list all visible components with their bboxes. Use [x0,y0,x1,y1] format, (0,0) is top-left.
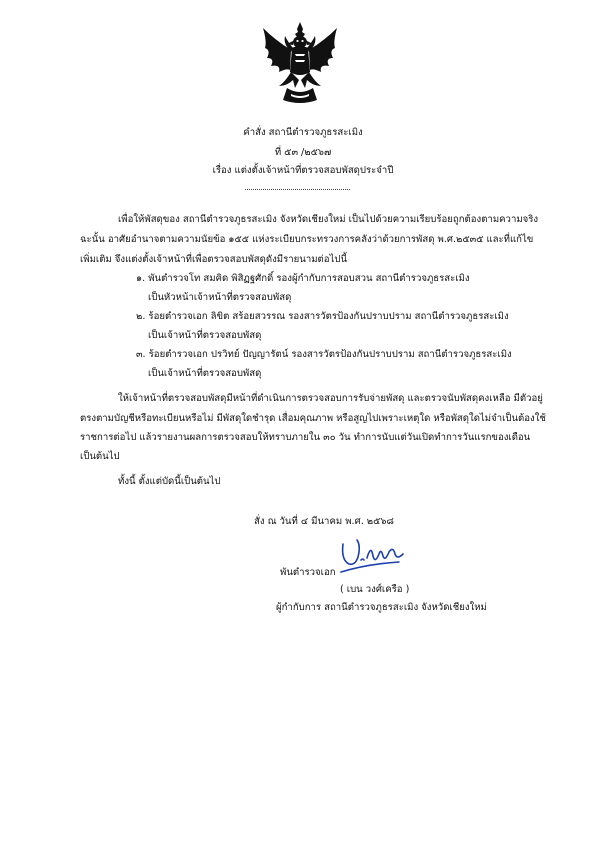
signer-rank: พันตำรวจเอก [280,567,336,578]
paragraph-1-line: เพื่อให้พัสดุของ สถานีตำรวจภูธรสะเมิง จังหวัดเชียงใหม่ เป็นไปด้วยความเรียบร้อยถูกต้องตามความจริง [118,214,539,225]
appointee-item: ๒. ร้อยตำรวจเอก ลิขิต สร้อยสวรรณ รองสารวัตรป้องกันปราบปราม สถานีตำรวจภูธรสะเมิง [136,311,509,322]
signer-position: ผู้กำกับการ สถานีตำรวจภูธรสะเมิง จังหวัดเชียงใหม่ [276,602,487,613]
appointee-item: ๓. ร้อยตำรวจเอก ปรวิทย์ ปัญญารัตน์ รองสารวัตรป้องกันปราบปราม สถานีตำรวจภูธรสะเมิง [136,349,512,360]
paragraph-2-line: ตรงตามบัญชีหรือทะเบียนหรือไม่ มีพัสดุใดชำรุด เสื่อมคุณภาพ หรือสูญไปเพราะเหตุใด หรือพัสดุใดไม่จำเป็นต้องใช้ [80,413,546,424]
appointee-role: เป็นเจ้าหน้าที่ตรวจสอบพัสดุ [148,368,262,379]
paragraph-1-line: เพิ่มเติม จึงแต่งตั้งเจ้าหน้าที่เพื่อตรวจสอบพัสดุดังมีรายนามต่อไปนี้ [80,254,348,265]
header-divider [245,189,350,190]
paragraph-3: ทั้งนี้ ตั้งแต่บัดนี้เป็นต้นไป [118,476,221,487]
paragraph-2-line: เป็นต้นไป [80,451,120,462]
paragraph-1-line: ฉะนั้น อาศัยอำนาจตามความนัยข้อ ๑๕๕ แห่งระเบียบกระทรวงการคลังว่าด้วยการพัสดุ พ.ศ.๒๕๓๕ และที่แก้ไข [80,234,534,245]
appointee-role: เป็นหัวหน้าเจ้าหน้าที่ตรวจสอบพัสดุ [148,292,292,303]
signer-name: ( เบน วงศ์เครือ ) [340,584,410,595]
paragraph-2-line: ราชการต่อไป แล้วรายงานผลการตรวจสอบให้ทราบภายใน ๓๐ วัน ทำการนับแต่วันเปิดทำการวันแรกของเดือน [80,432,531,443]
order-number: ที่ ๕๓ /๒๕๖๗ [274,147,332,158]
order-subject: เรื่อง แต่งตั้งเจ้าหน้าที่ตรวจสอบพัสดุประจำปี [212,165,394,176]
appointee-item: ๑. พันตำรวจโท สมคิด พิสิฏฐศักดิ์ รองผู้กำกับการสอบสวน สถานีตำรวจภูธรสะเมิง [136,273,470,284]
order-date: สั่ง ณ วันที่ ๔ มีนาคม พ.ศ. ๒๕๖๘ [254,516,394,527]
order-title: คำสั่ง สถานีตำรวจภูธรสะเมิง [243,127,363,138]
handwritten-signature [337,538,407,584]
appointee-role: เป็นเจ้าหน้าที่ตรวจสอบพัสดุ [148,330,262,341]
garuda-emblem-icon [261,22,339,106]
paragraph-2-line: ให้เจ้าหน้าที่ตรวจสอบพัสดุมีหน้าที่ดำเนินการตรวจสอบการรับจ่ายพัสดุ และตรวจนับพัสดุคงเหลือ มีตัวอยู่ [118,393,543,404]
